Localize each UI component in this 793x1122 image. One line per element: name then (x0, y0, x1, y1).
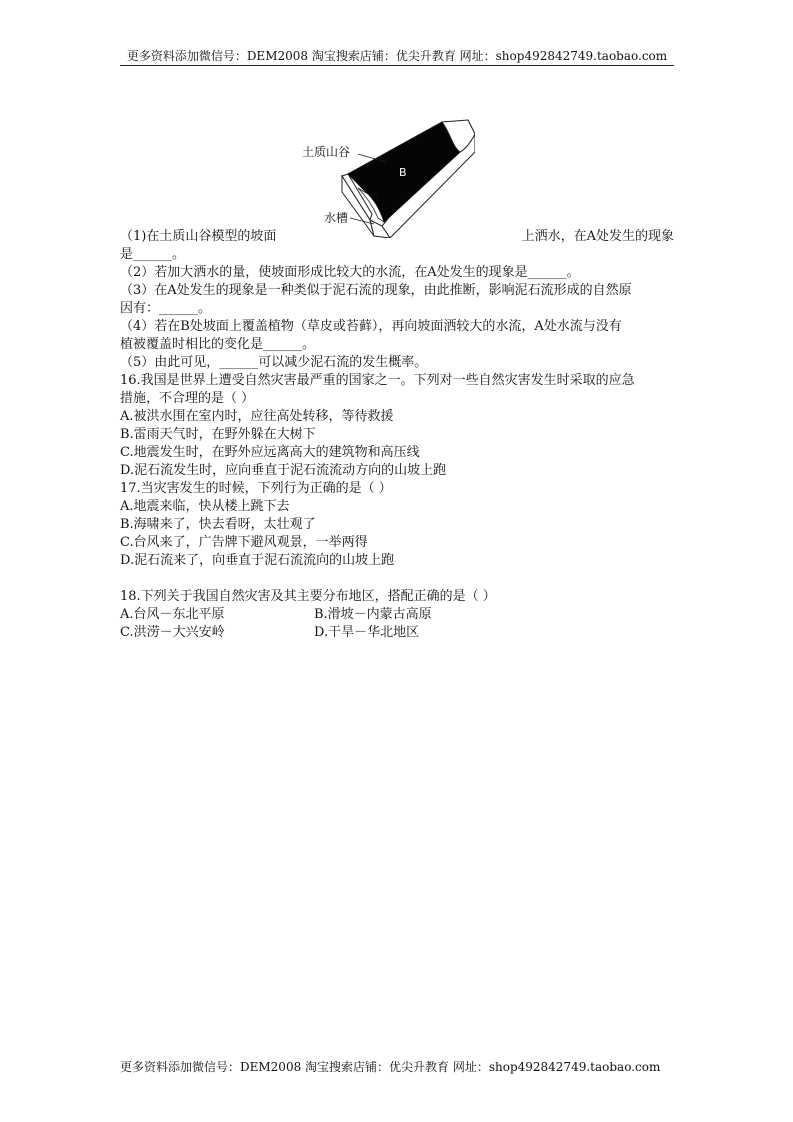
q16-option-d: D.泥石流发生时，应向垂直于泥石流流动方向的山坡上跑 (120, 463, 447, 478)
spacer (120, 570, 674, 588)
q15-part3b: 因有：______。 (120, 301, 212, 316)
q15-part4a: （4）若在B处坡面上覆盖植物（草皮或苔藓），再向坡面洒较大的水流，A处水流与没有 (120, 319, 622, 334)
q15-part4b: 植被覆盖时相比的变化是______。 (120, 337, 316, 352)
q16-stem-1: 16.我国是世界上遭受自然灾害最严重的国家之一。下列对一些自然灾害发生时采取的应急 (120, 373, 635, 388)
q17-stem: 17.当灾害发生的时候，下列行为正确的是（ ） (120, 481, 392, 496)
page-footer: 更多资料添加微信号：DEM2008 淘宝搜索店铺：优尖升教育 网址：shop492842749.taobao.com (120, 1060, 661, 1074)
q18-options-row-2 (120, 624, 674, 642)
header-divider (120, 65, 674, 66)
label-valley: 土质山谷 (302, 145, 351, 159)
q17-option-a: A.地震来临，快从楼上跳下去 (120, 499, 290, 514)
q18-option-c: C.洪涝－大兴安岭 (120, 625, 225, 640)
label-trough: 水槽 (324, 211, 349, 225)
question-content (120, 228, 674, 642)
q15-part5: （5）由此可见，______可以减少泥石流的发生概率。 (120, 355, 428, 370)
valley-model-figure (300, 114, 475, 238)
page-header: 更多资料添加微信号：DEM2008 淘宝搜索店铺：优尖升教育 网址：shop492842749.taobao.com (126, 49, 668, 63)
q16-option-a: A.被洪水围在室内时，应往高处转移，等待救援 (120, 409, 394, 424)
label-b: B (399, 166, 407, 179)
q18-option-d: D.干旱－华北地区 (314, 625, 420, 640)
q17-option-c: C.台风来了，广告牌下避风观景，一举两得 (120, 535, 368, 550)
q17-option-b: B.海啸来了，快去看呀，太壮观了 (120, 517, 316, 532)
label-a: A (372, 190, 380, 203)
q18-option-b: B.滑坡－内蒙古高原 (314, 607, 432, 622)
q15-part1-right: 上洒水，在A处发生的现象 (521, 229, 674, 244)
q18-stem: 18.下列关于我国自然灾害及其主要分布地区，搭配正确的是（ ） (120, 589, 496, 604)
q17-option-d: D.泥石流来了，向垂直于泥石流流向的山坡上跑 (120, 553, 395, 568)
q16-option-b: B.雷雨天气时，在野外躲在大树下 (120, 427, 316, 442)
q15-part1-cont: 是______。 (120, 247, 186, 262)
q18-option-a: A.台风－东北平原 (120, 607, 225, 622)
q15-part1 (120, 228, 674, 246)
q15-part3a: （3）在A处发生的现象是一种类似于泥石流的现象，由此推断，影响泥石流形成的自然原 (120, 283, 632, 298)
q18-options-row-1 (120, 606, 674, 624)
q15-part2: （2）若加大洒水的量，使坡面形成比较大的水流，在A处发生的现象是______。 (120, 265, 580, 280)
q15-part1-left: （1)在土质山谷模型的坡面 (120, 229, 277, 244)
q16-option-c: C.地震发生时，在野外应远离高大的建筑物和高压线 (120, 445, 420, 460)
q16-stem-2: 措施，不合理的是（ ） (120, 391, 255, 406)
